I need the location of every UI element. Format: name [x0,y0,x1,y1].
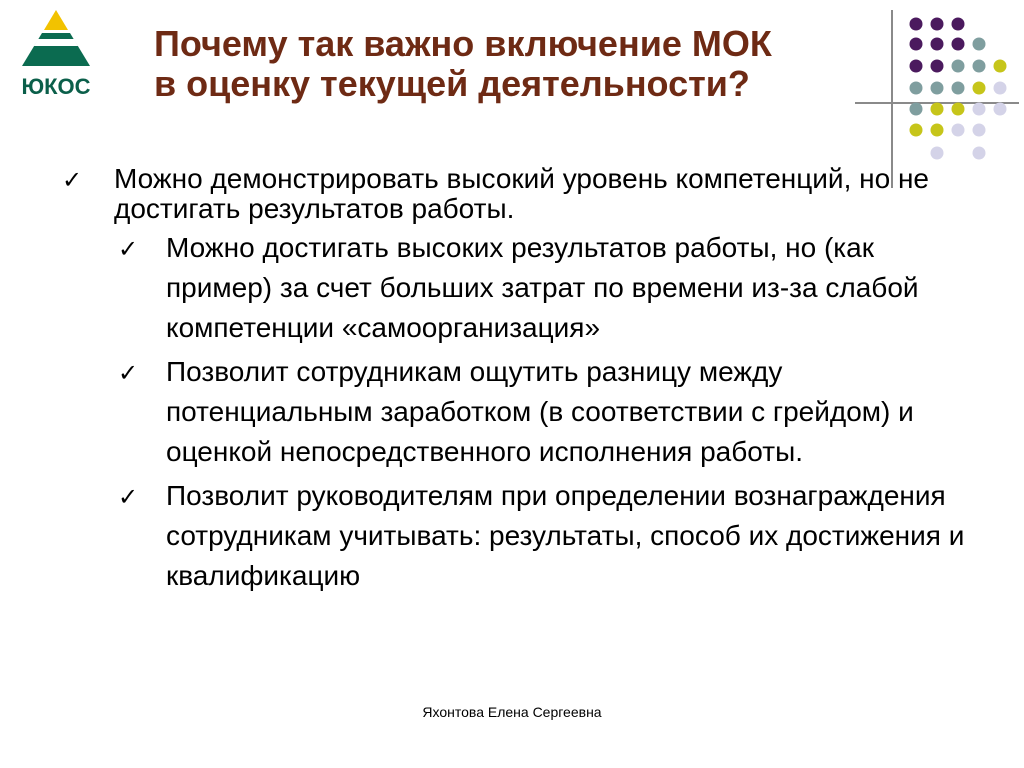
logo-text: ЮКОС [21,74,91,99]
title-line-1: Почему так важно включение МОК [154,23,772,64]
sub-bullet-1 [60,228,980,348]
checkmark-icon: ✓ [118,360,139,387]
sub-bullet-3 [60,476,980,596]
main-bullet [60,164,980,224]
slide-title [154,24,934,104]
sub-bullet-text: Позволит сотрудникам ощутить разницу между потенциальным заработком (в соответствии с грейдом) и оценкой непосредственного исполнения работы. [166,356,914,467]
checkmark-icon: ✓ [62,167,83,194]
main-bullet-text: Можно демонстрировать высокий уровень компетенций, но не достигать результатов работы. [114,163,929,224]
yukos-logo [4,8,108,104]
sub-bullet-text: Можно достигать высоких результатов работы, но (как пример) за счет больших затрат по времени из-за слабой компетенции «самоорганизация» [166,232,919,343]
yukos-pyramid-icon [4,8,108,74]
bullet-list [60,164,980,596]
checkmark-icon: ✓ [118,236,139,263]
footer-author: Яхонтова Елена Сергеевна [422,704,602,720]
checkmark-icon: ✓ [118,484,139,511]
sub-bullet-2 [60,352,980,472]
title-line-2: в оценку текущей деятельности? [154,63,750,104]
sub-bullet-text: Позволит руководителям при определении вознаграждения сотрудникам учитывать: результаты, способ их достижения и квалификацию [166,480,965,591]
